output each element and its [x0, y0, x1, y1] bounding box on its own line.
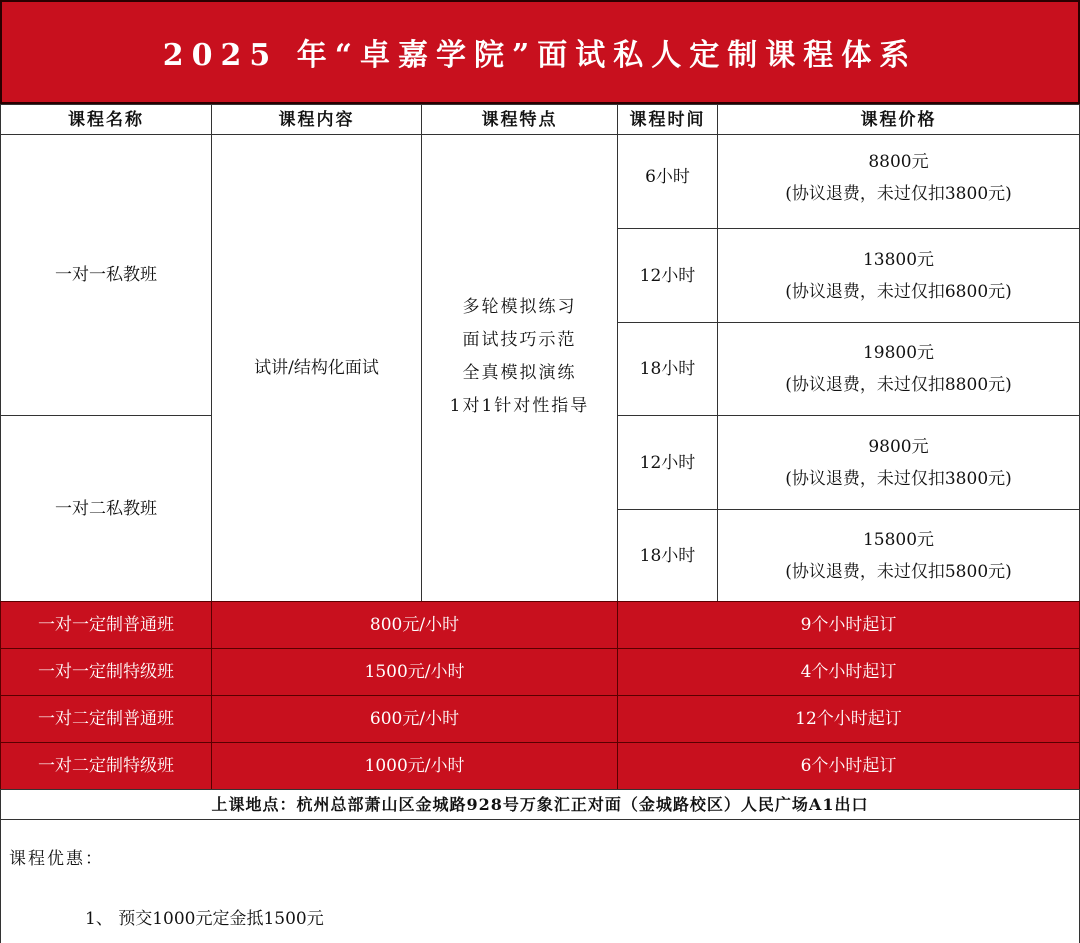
custom-class-rate: 1000元/小时 — [211, 742, 618, 790]
custom-class-rate: 600元/小时 — [211, 695, 618, 743]
offers-title: 课程优惠： — [9, 849, 104, 869]
course-content-cell — [211, 134, 422, 602]
class-name-cell — [0, 134, 212, 416]
refund-note: (协议退费，未过仅扣3800元) — [785, 468, 1012, 489]
price-value: 13800元 — [862, 249, 935, 270]
custom-class-name: 一对一定制普通班 — [0, 601, 212, 649]
custom-class-minimum: 9个小时起订 — [617, 601, 1080, 649]
feature-item: 多轮模拟练习 — [462, 297, 577, 317]
class-name: 一对一私教班 — [55, 265, 157, 285]
offer-item: 1、 预交1000元定金抵1500元 — [85, 909, 324, 929]
price-cell — [717, 228, 1080, 323]
time-cell: 18小时 — [617, 322, 718, 416]
price-cell — [717, 322, 1080, 416]
price-value: 19800元 — [862, 343, 935, 363]
custom-class-minimum: 4个小时起订 — [617, 648, 1080, 696]
feature-item: 1对1针对性指导 — [449, 396, 590, 416]
custom-class-name: 一对一定制特级班 — [0, 648, 212, 696]
time-cell: 12小时 — [617, 415, 718, 510]
header-course-content: 课程内容 — [211, 104, 422, 135]
header-course-name: 课程名称 — [0, 104, 212, 135]
refund-note: (协议退费，未过仅扣6800元) — [785, 281, 1012, 302]
custom-class-name: 一对二定制特级班 — [0, 742, 212, 790]
feature-item: 全真模拟演练 — [462, 363, 577, 383]
refund-note: (协议退费，未过仅扣8800元) — [785, 375, 1012, 395]
class-name-cell — [0, 415, 212, 602]
offers-section — [0, 819, 1080, 943]
price-cell — [717, 509, 1080, 602]
header-course-time: 课程时间 — [617, 104, 718, 135]
class-name: 一对二私教班 — [55, 498, 157, 519]
header-course-price: 课程价格 — [717, 104, 1080, 135]
feature-item: 面试技巧示范 — [462, 330, 577, 350]
custom-class-rate: 1500元/小时 — [211, 648, 618, 696]
custom-class-minimum: 12个小时起订 — [617, 695, 1080, 743]
custom-class-rate: 800元/小时 — [211, 601, 618, 649]
refund-note: (协议退费，未过仅扣5800元) — [785, 561, 1012, 582]
course-content: 试讲/结构化面试 — [254, 358, 379, 378]
time-cell: 12小时 — [617, 228, 718, 323]
price-cell — [717, 134, 1080, 229]
course-features-cell — [421, 134, 618, 602]
price-cell — [717, 415, 1080, 510]
price-value: 15800元 — [862, 529, 935, 550]
page-title: 2025 年“卓嘉学院”面试私人定制课程体系 — [0, 0, 1080, 104]
time-cell: 6小时 — [617, 134, 718, 229]
price-value: 9800元 — [868, 436, 929, 457]
price-value: 8800元 — [868, 151, 929, 172]
header-course-features: 课程特点 — [421, 104, 618, 135]
custom-class-name: 一对二定制普通班 — [0, 695, 212, 743]
refund-note: (协议退费，未过仅扣3800元) — [785, 183, 1012, 204]
class-address: 上课地点：杭州总部萧山区金城路928号万象汇正对面（金城路校区）人民广场A1出口 — [0, 789, 1080, 820]
time-cell: 18小时 — [617, 509, 718, 602]
custom-class-minimum: 6个小时起订 — [617, 742, 1080, 790]
